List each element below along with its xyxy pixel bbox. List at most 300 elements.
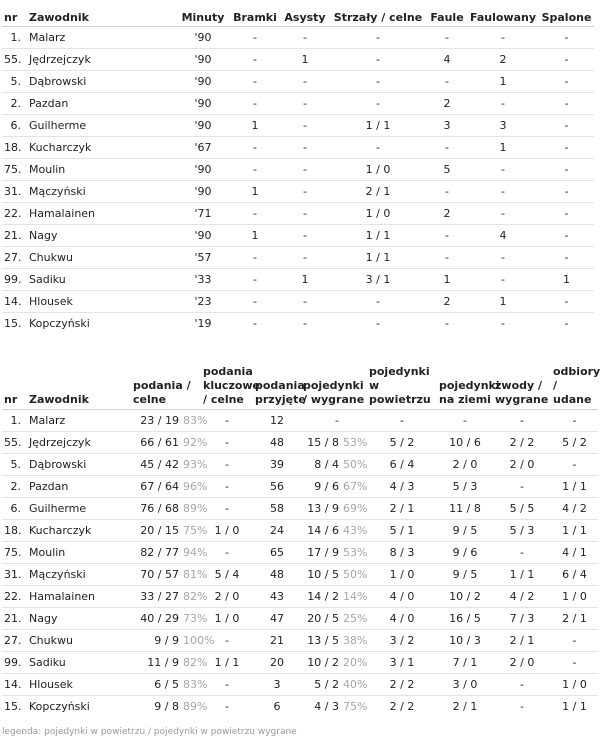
duels-value: 20 / 5 xyxy=(307,612,339,625)
table-cell: - xyxy=(367,410,437,432)
table-cell: - xyxy=(229,247,281,269)
table-cell: - xyxy=(201,410,253,432)
table-cell: - xyxy=(329,137,427,159)
table-row xyxy=(2,652,598,674)
column-header: podania kluczowe / celne xyxy=(201,365,253,410)
table-cell: - xyxy=(551,410,598,432)
table-row xyxy=(2,564,598,586)
table-cell: 1 / 0 xyxy=(551,674,598,696)
duels-value: 13 / 5 xyxy=(307,634,339,647)
table-cell: - xyxy=(281,203,329,225)
player-name: Guilherme xyxy=(27,115,177,137)
table-cell: 2. xyxy=(2,476,27,498)
table-cell: - xyxy=(427,313,467,335)
table-cell: 5 / 2 xyxy=(367,432,437,454)
table-cell: - xyxy=(539,27,594,49)
passes-percent: 73% xyxy=(183,612,208,625)
table-cell: - xyxy=(427,137,467,159)
table-cell: 5 / 1 xyxy=(367,520,437,542)
table-cell: 5. xyxy=(2,454,27,476)
table-cell: '90 xyxy=(177,49,229,71)
table-cell xyxy=(131,454,208,476)
table-cell: 3 xyxy=(467,115,539,137)
table-cell: '90 xyxy=(177,225,229,247)
table-cell: - xyxy=(427,225,467,247)
table-cell: 48 xyxy=(253,432,301,454)
table-cell xyxy=(131,410,208,432)
table-cell: 1 / 1 xyxy=(329,115,427,137)
passes-value: 9 / 9 xyxy=(154,634,179,647)
player-name: Kucharczyk xyxy=(27,137,177,159)
table-cell: - xyxy=(427,71,467,93)
table-row xyxy=(2,27,594,49)
passes-value: 66 / 61 xyxy=(140,436,179,449)
table-cell: 9 / 6 xyxy=(437,542,493,564)
table-cell: - xyxy=(493,696,551,718)
table-cell: 21. xyxy=(2,225,27,247)
table-cell: - xyxy=(281,93,329,115)
table-cell: 8 / 3 xyxy=(367,542,437,564)
table-cell: 5. xyxy=(2,71,27,93)
table-cell xyxy=(301,498,367,520)
table-cell: 2 / 0 xyxy=(493,454,551,476)
table-cell: 7 / 1 xyxy=(437,652,493,674)
table-cell: 99. xyxy=(2,269,27,291)
table-cell: 99. xyxy=(2,652,27,674)
table-cell xyxy=(131,608,208,630)
table-cell: 3 / 1 xyxy=(329,269,427,291)
passes-value: 45 / 42 xyxy=(140,458,179,471)
table-cell: - xyxy=(281,291,329,313)
table-row xyxy=(2,630,598,652)
table-header-row xyxy=(2,365,598,410)
table-cell: - xyxy=(281,27,329,49)
table-cell: 15. xyxy=(2,313,27,335)
table-cell: 3 / 1 xyxy=(367,652,437,674)
table-row xyxy=(2,542,598,564)
column-header: pojedynki w powietrzu xyxy=(367,365,437,410)
passes-percent: 83% xyxy=(183,678,208,691)
player-name: Kopczyński xyxy=(27,696,131,718)
duels-percent: 50% xyxy=(343,568,368,581)
table-cell: 1 xyxy=(229,115,281,137)
table-cell: - xyxy=(539,291,594,313)
player-name: Moulin xyxy=(27,159,177,181)
table-row xyxy=(2,49,594,71)
table-row xyxy=(2,313,594,335)
duels-percent: 43% xyxy=(343,524,368,537)
table-cell: 1 xyxy=(281,49,329,71)
passes-value: 20 / 15 xyxy=(140,524,179,537)
table-cell: 2 xyxy=(427,291,467,313)
player-name: Mączyński xyxy=(27,181,177,203)
table-row xyxy=(2,203,594,225)
table-cell: 18. xyxy=(2,137,27,159)
table-cell: 48 xyxy=(253,564,301,586)
player-name: Nagy xyxy=(27,225,177,247)
table-cell: 31. xyxy=(2,564,27,586)
table-cell: - xyxy=(427,27,467,49)
table-cell xyxy=(301,432,367,454)
table-cell xyxy=(131,674,208,696)
table-cell: 75. xyxy=(2,159,27,181)
player-name: Pazdan xyxy=(27,93,177,115)
player-name: Chukwu xyxy=(27,630,131,652)
table-cell xyxy=(131,520,208,542)
duels-value: 17 / 9 xyxy=(307,546,339,559)
passes-percent: 82% xyxy=(183,590,208,603)
table-cell: 3 / 0 xyxy=(437,674,493,696)
column-header: pojedynki / wygrane xyxy=(301,365,367,410)
table-cell xyxy=(301,696,367,718)
table-cell xyxy=(131,652,208,674)
table-cell: '90 xyxy=(177,181,229,203)
table-cell: 24 xyxy=(253,520,301,542)
table-cell: 1 / 1 xyxy=(493,564,551,586)
table-cell: - xyxy=(427,181,467,203)
column-header: Minuty xyxy=(177,4,229,27)
player-name: Hlousek xyxy=(27,291,177,313)
table-cell: - xyxy=(281,225,329,247)
column-header: Faule xyxy=(427,4,467,27)
table-cell: 31. xyxy=(2,181,27,203)
table-cell: 10 / 6 xyxy=(437,432,493,454)
table-cell: - xyxy=(467,27,539,49)
passes-value: 40 / 29 xyxy=(140,612,179,625)
table-cell: 9 / 5 xyxy=(437,564,493,586)
duels-percent: 53% xyxy=(343,436,368,449)
table-cell: - xyxy=(201,432,253,454)
duels-value: 5 / 2 xyxy=(314,678,339,691)
table-cell: - xyxy=(201,630,253,652)
duels-value: - xyxy=(335,414,339,427)
passes-percent: 93% xyxy=(183,458,208,471)
table-cell: 5 / 3 xyxy=(493,520,551,542)
passes-value: 9 / 8 xyxy=(154,700,179,713)
table-cell: - xyxy=(467,313,539,335)
player-name: Jędrzejczyk xyxy=(27,432,131,454)
player-name: Kopczyński xyxy=(27,313,177,335)
table-cell: 5 / 5 xyxy=(493,498,551,520)
player-name: Malarz xyxy=(27,27,177,49)
table-cell xyxy=(301,630,367,652)
column-header: nr xyxy=(2,4,27,27)
table-cell: 1 xyxy=(281,269,329,291)
table-cell: - xyxy=(229,93,281,115)
table-cell: - xyxy=(229,159,281,181)
table-cell: '90 xyxy=(177,27,229,49)
table-cell: - xyxy=(467,203,539,225)
table-cell: - xyxy=(201,674,253,696)
table-cell: '90 xyxy=(177,115,229,137)
table-cell: 1 xyxy=(467,137,539,159)
table-cell: 2 xyxy=(427,93,467,115)
table-cell: '90 xyxy=(177,159,229,181)
table-cell: - xyxy=(229,27,281,49)
table-cell: - xyxy=(427,247,467,269)
passes-percent: 83% xyxy=(183,414,208,427)
passes-value: 23 / 19 xyxy=(140,414,179,427)
table-cell: - xyxy=(467,269,539,291)
table-cell: - xyxy=(493,542,551,564)
table-cell: 56 xyxy=(253,476,301,498)
table-cell xyxy=(131,696,208,718)
table-cell: '67 xyxy=(177,137,229,159)
table-cell: 2 / 1 xyxy=(329,181,427,203)
passes-percent: 100% xyxy=(183,634,215,647)
table-cell: 43 xyxy=(253,586,301,608)
table-cell: 14. xyxy=(2,291,27,313)
duels-percent: 20% xyxy=(343,656,368,669)
table-cell: 1 xyxy=(427,269,467,291)
table-row xyxy=(2,181,594,203)
table-cell: 1 xyxy=(467,71,539,93)
table-cell: 1 / 0 xyxy=(329,159,427,181)
table-cell: 1. xyxy=(2,410,27,432)
table-cell: '19 xyxy=(177,313,229,335)
table-cell: 4 xyxy=(427,49,467,71)
duels-percent: 25% xyxy=(343,612,368,625)
table-cell: - xyxy=(539,71,594,93)
passes-percent: 89% xyxy=(183,502,208,515)
duels-value: 14 / 6 xyxy=(307,524,339,537)
table-cell: '90 xyxy=(177,71,229,93)
table-cell: 2 xyxy=(427,203,467,225)
table-cell: 4 xyxy=(467,225,539,247)
table-cell: - xyxy=(281,115,329,137)
table-cell xyxy=(131,630,215,652)
table-header-row xyxy=(2,4,594,27)
table-cell: - xyxy=(229,313,281,335)
table-cell: 55. xyxy=(2,432,27,454)
table-cell: 4 / 1 xyxy=(551,542,598,564)
table-cell: 2 / 0 xyxy=(493,652,551,674)
duels-value: 9 / 6 xyxy=(314,480,339,493)
table-cell: 14. xyxy=(2,674,27,696)
table-cell: 1 xyxy=(539,269,594,291)
player-name: Kucharczyk xyxy=(27,520,131,542)
duels-value: 10 / 5 xyxy=(307,568,339,581)
table-cell: 1 / 1 xyxy=(551,476,598,498)
table-cell: 12 xyxy=(253,410,301,432)
column-header: odbiory / udane xyxy=(551,365,598,410)
table-cell: - xyxy=(329,71,427,93)
passing-duels-table xyxy=(2,365,598,717)
table-cell: 10 / 2 xyxy=(437,586,493,608)
table-cell xyxy=(131,586,208,608)
table-cell: - xyxy=(539,115,594,137)
table-cell: 6. xyxy=(2,498,27,520)
column-header: Strzały / celne xyxy=(329,4,427,27)
column-header: zwody / wygrane xyxy=(493,365,551,410)
passes-percent: 94% xyxy=(183,546,208,559)
table-row xyxy=(2,476,598,498)
table-cell: 1 / 0 xyxy=(201,520,253,542)
player-name: Jędrzejczyk xyxy=(27,49,177,71)
table-cell: - xyxy=(281,247,329,269)
table-cell: 5 / 4 xyxy=(201,564,253,586)
table-cell: 3 xyxy=(253,674,301,696)
table-cell: - xyxy=(201,476,253,498)
table-row xyxy=(2,410,598,432)
table-row xyxy=(2,159,594,181)
duels-percent: 53% xyxy=(343,546,368,559)
player-name: Chukwu xyxy=(27,247,177,269)
column-header: podania przyjęte xyxy=(253,365,301,410)
table-cell: 4 / 0 xyxy=(367,608,437,630)
player-name: Hamalainen xyxy=(27,203,177,225)
table-cell: - xyxy=(551,630,598,652)
table-cell: 39 xyxy=(253,454,301,476)
table-cell xyxy=(301,652,367,674)
table-cell: - xyxy=(539,159,594,181)
table-cell: 11 / 8 xyxy=(437,498,493,520)
table-cell xyxy=(301,520,367,542)
table-cell: 5 / 3 xyxy=(437,476,493,498)
table-cell xyxy=(301,454,367,476)
table-cell: 21. xyxy=(2,608,27,630)
table-cell: - xyxy=(201,498,253,520)
table-cell: 1 / 1 xyxy=(551,520,598,542)
duels-percent: 69% xyxy=(343,502,368,515)
passes-percent: 96% xyxy=(183,480,208,493)
table-cell: 2 / 1 xyxy=(437,696,493,718)
table-cell: - xyxy=(539,137,594,159)
table-cell: '23 xyxy=(177,291,229,313)
duels-value: 13 / 9 xyxy=(307,502,339,515)
passes-percent: 75% xyxy=(183,524,208,537)
passes-value: 33 / 27 xyxy=(140,590,179,603)
table-cell xyxy=(131,542,208,564)
duels-percent: 38% xyxy=(343,634,368,647)
table-cell: - xyxy=(229,203,281,225)
table-row xyxy=(2,71,594,93)
table-cell: 16 / 5 xyxy=(437,608,493,630)
table-cell: - xyxy=(539,203,594,225)
column-header: pojedynki na ziemi xyxy=(437,365,493,410)
table-cell: 27. xyxy=(2,630,27,652)
table-cell: 9 / 5 xyxy=(437,520,493,542)
table-cell: 65 xyxy=(253,542,301,564)
table-cell: - xyxy=(539,49,594,71)
table-row xyxy=(2,93,594,115)
passes-value: 67 / 64 xyxy=(140,480,179,493)
player-name: Mączyński xyxy=(27,564,131,586)
table-cell: 1 xyxy=(229,225,281,247)
duels-value: 10 / 2 xyxy=(307,656,339,669)
table-cell: 1 xyxy=(467,291,539,313)
table-cell: - xyxy=(539,93,594,115)
table-cell: - xyxy=(229,71,281,93)
column-header: Bramki xyxy=(229,4,281,27)
table-cell: 27. xyxy=(2,247,27,269)
table-row xyxy=(2,674,598,696)
player-name: Nagy xyxy=(27,608,131,630)
duels-value: 15 / 8 xyxy=(307,436,339,449)
table-cell: 22. xyxy=(2,203,27,225)
table-cell: - xyxy=(493,410,551,432)
player-name: Moulin xyxy=(27,542,131,564)
table-row xyxy=(2,137,594,159)
table-cell: 2 / 1 xyxy=(367,498,437,520)
player-name: Guilherme xyxy=(27,498,131,520)
table-cell: - xyxy=(493,674,551,696)
table-cell: - xyxy=(201,542,253,564)
table-cell: '33 xyxy=(177,269,229,291)
table-cell: 1 / 0 xyxy=(329,203,427,225)
table-cell: - xyxy=(229,49,281,71)
table-cell: 2 / 1 xyxy=(551,608,598,630)
table-cell: 1 / 1 xyxy=(329,247,427,269)
table-cell: - xyxy=(281,71,329,93)
table-cell xyxy=(301,608,367,630)
duels-percent: 50% xyxy=(343,458,368,471)
table-cell xyxy=(131,432,208,454)
table-cell: 6 xyxy=(253,696,301,718)
column-header: Zawodnik xyxy=(27,365,131,410)
table-cell: - xyxy=(329,93,427,115)
column-header: nr xyxy=(2,365,27,410)
table-row xyxy=(2,225,594,247)
table-row xyxy=(2,696,598,718)
legend-note: legenda: pojedynki w powietrzu / pojedynki w powietrzu wygrane xyxy=(2,727,297,737)
table-cell: 1 / 1 xyxy=(551,696,598,718)
table-cell: 1 / 1 xyxy=(329,225,427,247)
player-stats-table xyxy=(2,4,594,334)
table-cell: - xyxy=(329,27,427,49)
table-row xyxy=(2,115,594,137)
passes-percent: 89% xyxy=(183,700,208,713)
table-cell: 5 / 2 xyxy=(551,432,598,454)
column-header: Zawodnik xyxy=(27,4,177,27)
table-cell: - xyxy=(201,454,253,476)
table-cell: 2 / 2 xyxy=(367,696,437,718)
table-cell: 15. xyxy=(2,696,27,718)
table-row xyxy=(2,608,598,630)
passes-value: 11 / 9 xyxy=(147,656,179,669)
player-name: Pazdan xyxy=(27,476,131,498)
passes-value: 82 / 77 xyxy=(140,546,179,559)
table-cell: 20 xyxy=(253,652,301,674)
table-cell: - xyxy=(467,159,539,181)
table-cell: 3 xyxy=(427,115,467,137)
table-cell: - xyxy=(467,93,539,115)
table-cell: - xyxy=(493,476,551,498)
table-cell: 58 xyxy=(253,498,301,520)
passes-percent: 92% xyxy=(183,436,208,449)
table-cell: - xyxy=(281,137,329,159)
table-cell xyxy=(131,564,208,586)
column-header: podania / celne xyxy=(131,365,201,410)
table-cell: 21 xyxy=(253,630,301,652)
passes-value: 6 / 5 xyxy=(154,678,179,691)
table-cell: 2 / 2 xyxy=(493,432,551,454)
table-cell: 55. xyxy=(2,49,27,71)
table-cell: 6. xyxy=(2,115,27,137)
duels-percent: 67% xyxy=(343,480,368,493)
table-cell xyxy=(131,476,208,498)
table-cell: '90 xyxy=(177,93,229,115)
table-row xyxy=(2,520,598,542)
table-cell: - xyxy=(281,159,329,181)
table-cell: - xyxy=(201,696,253,718)
table-cell: - xyxy=(281,313,329,335)
passes-value: 76 / 68 xyxy=(140,502,179,515)
table-cell: 1 / 0 xyxy=(201,608,253,630)
table-cell xyxy=(131,498,208,520)
table-cell: - xyxy=(281,181,329,203)
table-cell: 1 / 0 xyxy=(551,586,598,608)
